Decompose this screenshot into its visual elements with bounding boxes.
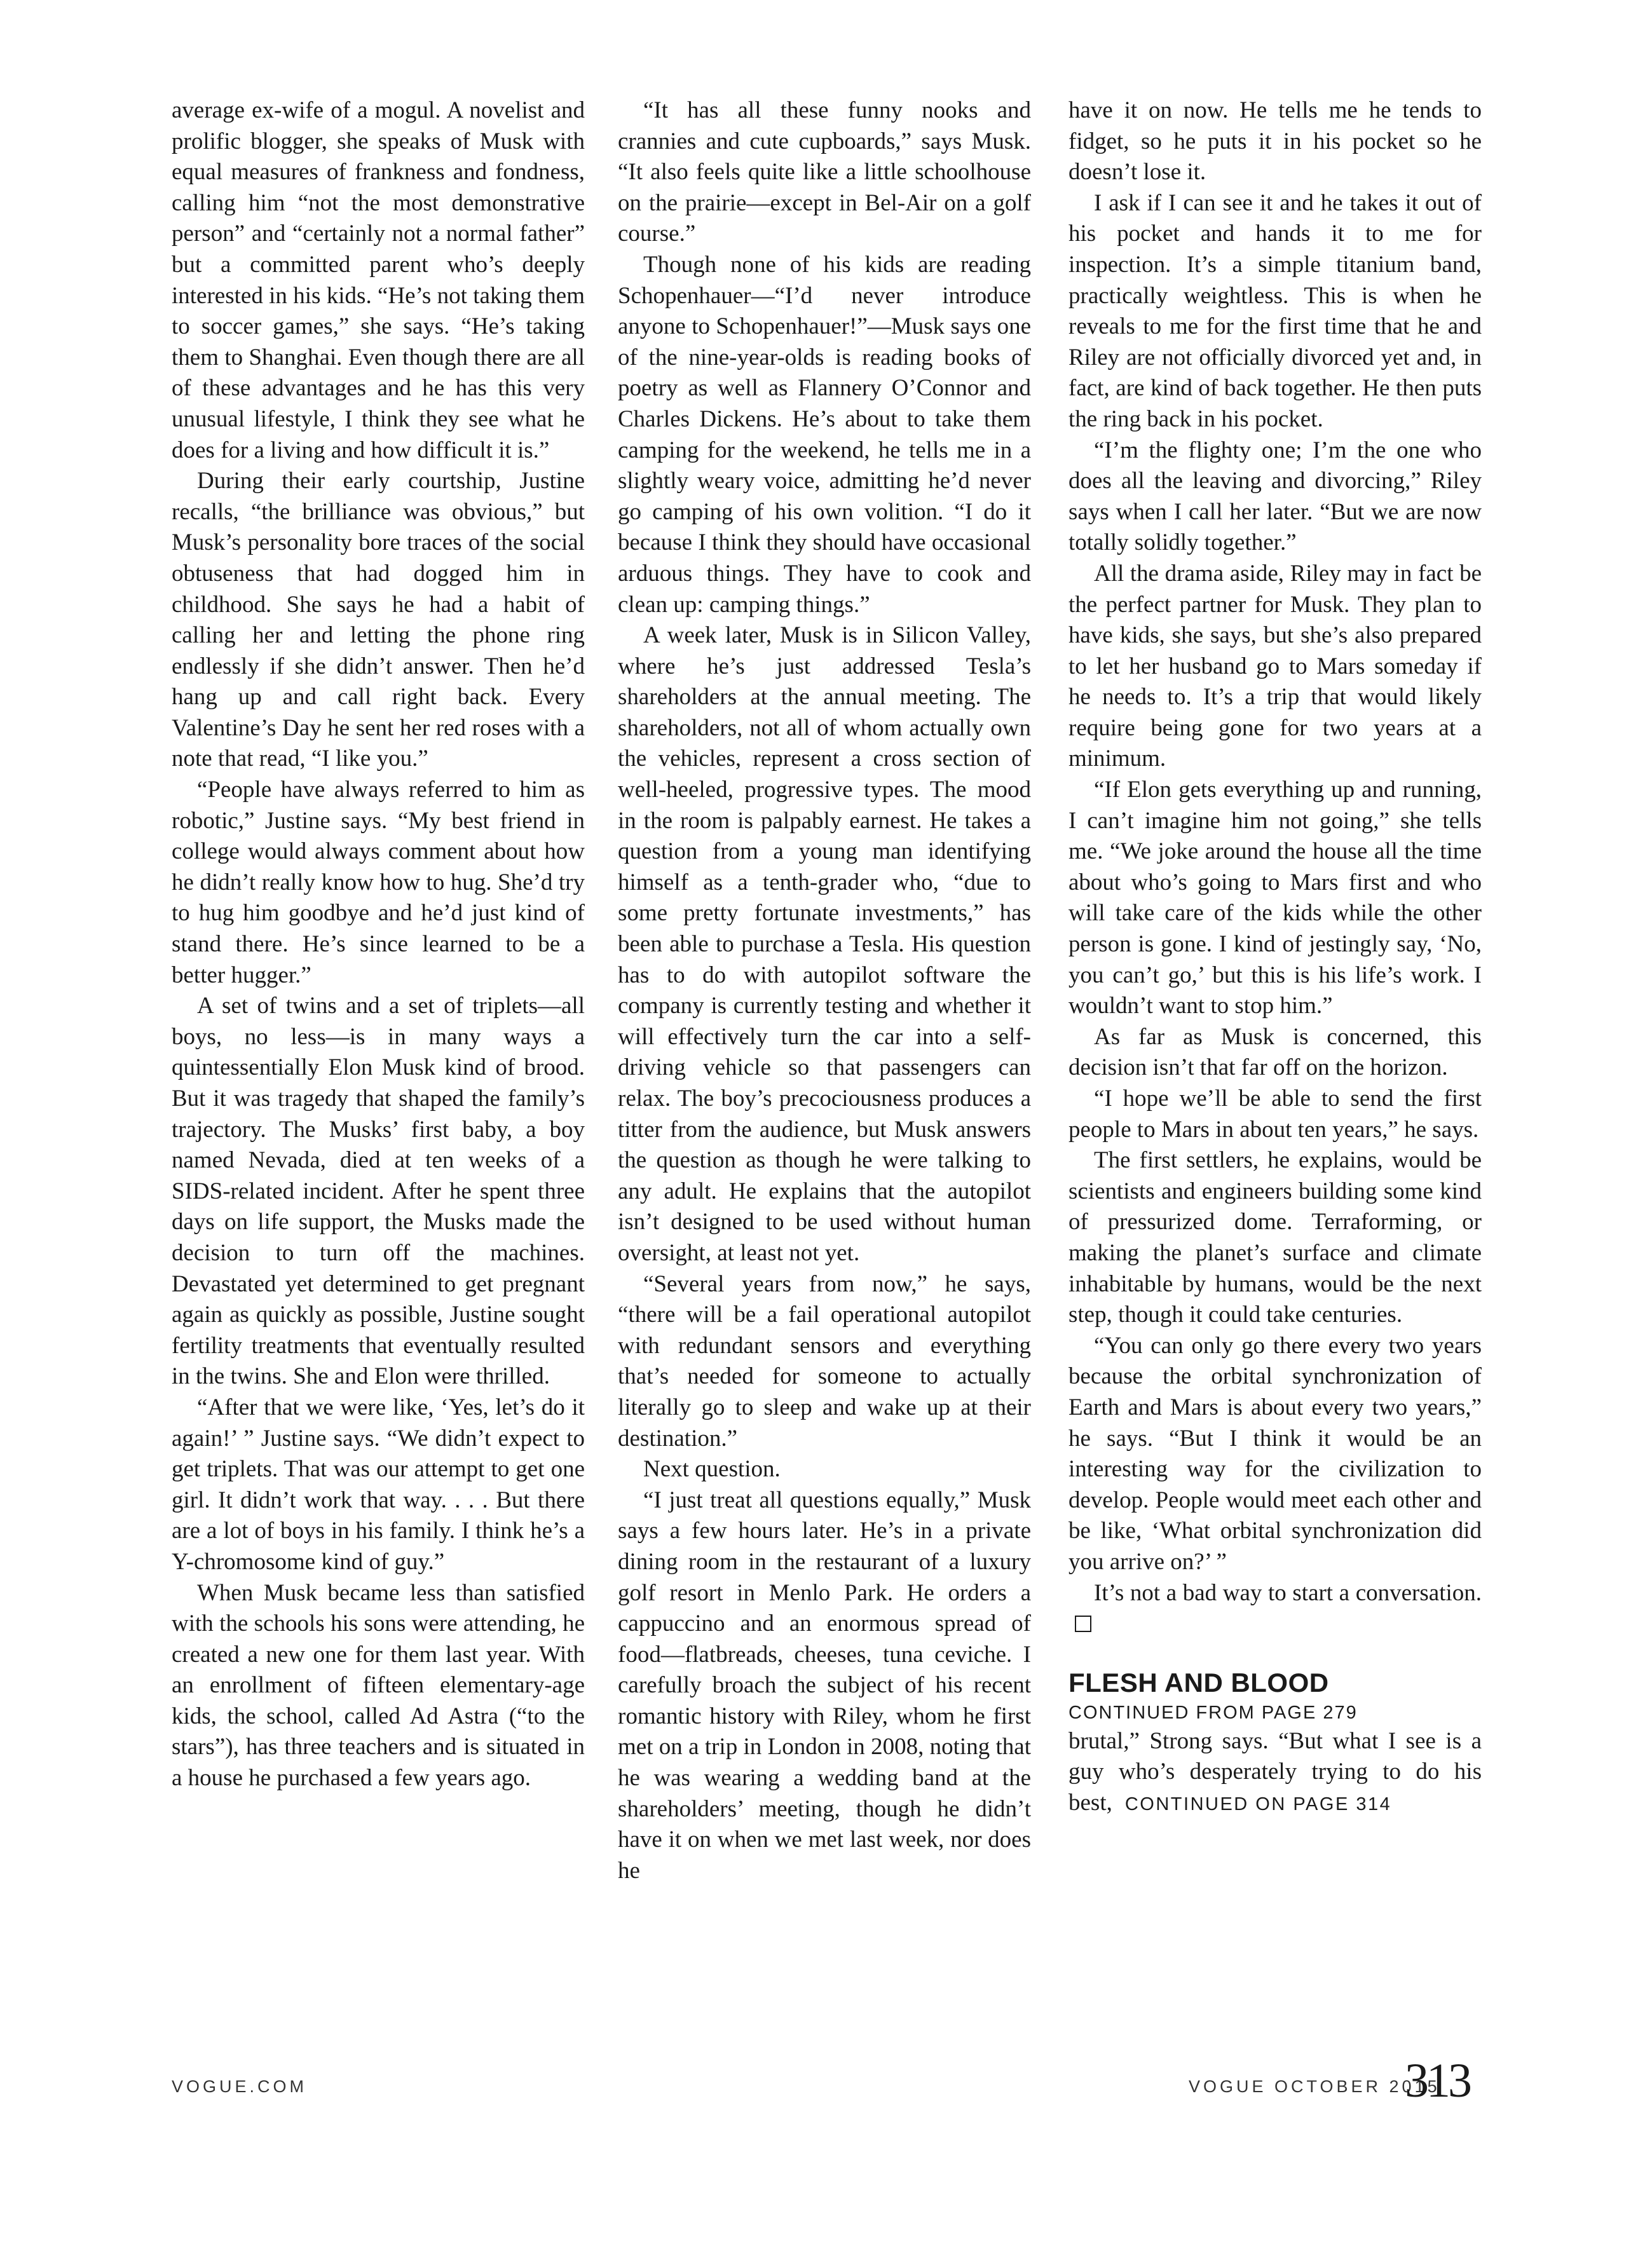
article-column-1 <box>172 95 585 1794</box>
final-paragraph-text: It’s not a bad way to start a conversation. <box>1094 1579 1482 1606</box>
flesh-and-blood-heading: FLESH AND BLOOD <box>1068 1667 1329 1698</box>
paragraph: As far as Musk is concerned, this decision isn’t that far off on the horizon. <box>1068 1023 1482 1081</box>
paragraph: “I hope we’ll be able to send the first people to Mars in about ten years,” he says. <box>1068 1086 1482 1143</box>
footer-issue: VOGUE OCTOBER 2015 <box>1189 2077 1440 2096</box>
paragraph: have it on now. He tells me he tends to fidget, so he puts it in his pocket so he doesn’t lose it. <box>1068 97 1482 186</box>
continued-from-label: CONTINUED FROM PAGE 279 <box>1068 1702 1358 1723</box>
continued-on-label: CONTINUED ON PAGE 314 <box>1124 1793 1392 1814</box>
paragraph: During their early courtship, Justine recalls, “the brilliance was obvious,” but Musk’s personality bore traces of the social obtuseness that had dogged him in childhood. She says he had a habit of calling her and letting the phone ring endlessly if she didn’t answer. Then he’d hang up and call right back. Every Valentine’s Day he sent her red roses with a note that read, “I like you.” <box>172 468 585 772</box>
paragraph: “You can only go there every two years because the orbital synchronization of Earth and Mars is about every two years,” he says. “But I think it would be an interesting way for the civilization to develop. People would meet each other and be like, ‘What orbital synchronization did you arrive on?’ ” <box>1068 1332 1482 1575</box>
paragraph: The first settlers, he explains, would be scientists and engineers building some kind of pressurized dome. Terraforming, or making the planet’s surface and climate inhabitable by humans, would be the next step, though it could take centuries. <box>1068 1147 1482 1328</box>
paragraph: I ask if I can see it and he takes it out of his pocket and hands it to me for inspection. It’s a simple titanium band, practically weightless. This is when he reveals to me for the first time that he and Riley are not officially divorced yet and, in fact, are kind of back together. He then puts the ring back in his pocket. <box>1068 189 1482 432</box>
paragraph: “After that we were like, ‘Yes, let’s do it again!’ ” Justine says. “We didn’t expect to get triplets. That was our attempt to get one girl. It didn’t work that way. . . . But there are a lot of boys in his family. I think he’s a Y-chromosome kind of guy.” <box>172 1394 585 1575</box>
paragraph: When Musk became less than satisfied with the schools his sons were attending, he created a new one for them last year. With an enrollment of fifteen elementary-age kids, the school, called Ad Astra (“to the stars”), has three teachers and is situated in a house he purchased a few years ago. <box>172 1579 585 1792</box>
paragraph-final <box>1068 1578 1482 1640</box>
page-number: 313 <box>1405 2054 1470 2107</box>
end-of-article-square-icon <box>1075 1616 1091 1632</box>
paragraph: Next question. <box>643 1456 781 1483</box>
paragraph: average ex-wife of a mogul. A novelist and prolific blogger, she speaks of Musk with equal measures of frankness and fondness, calling him “not the most demonstrative person” and “certainly not a normal father” but a committed parent who’s deeply interested in his kids. “He’s not taking them to soccer games,” she says. “He’s taking them to Shanghai. Even though there are all of these advantages and he has this very unusual lifestyle, I think they see what he does for a living and how difficult it is.” <box>172 97 585 463</box>
paragraph: “It has all these funny nooks and crannies and cute cupboards,” says Musk. “It also feels quite like a little schoolhouse on the prairie—except in Bel-Air on a golf course.” <box>618 97 1031 247</box>
flesh-and-blood-text <box>1068 1726 1482 1820</box>
paragraph: Though none of his kids are reading Schopenhauer—“I’d never introduce anyone to Schopenhauer!”—Musk says one of the nine-year-olds is reading books of poetry as well as Flannery O’Connor and Charles Dickens. He’s about to take them camping for the weekend, he tells me in a slightly weary voice, admitting he’d never go camping of his own volition. “I do it because I think they should have occasional arduous things. They have to cook and clean up: camping things.” <box>618 251 1031 618</box>
paragraph: “I’m the flighty one; I’m the one who does all the leaving and divorcing,” Riley says when I call her later. “But we are now totally solidly together.” <box>1068 437 1482 556</box>
paragraph: All the drama aside, Riley may in fact be the perfect partner for Musk. They plan to have kids, she says, but she’s also prepared to let her husband go to Mars someday if he needs to. It’s a trip that would likely require being gone for two years at a minimum. <box>1068 560 1482 772</box>
article-column-3 <box>1068 95 1482 1820</box>
paragraph: “Several years from now,” he says, “there will be a fail operational autopilot with redundant sensors and everything that’s needed for someone to actually literally go to sleep and wake up at their destination.” <box>618 1270 1031 1452</box>
flesh-and-blood-body: brutal,” Strong says. “But what I see is a guy who’s desperately trying to do his best, <box>1068 1727 1482 1816</box>
paragraph: A week later, Musk is in Silicon Valley, where he’s just addressed Tesla’s shareholders at the annual meeting. The shareholders, not all of whom actually own the vehicles, represent a cross section of well-heeled, progressive types. The mood in the room is palpably earnest. He takes a question from a young man identifying himself as a tenth-grader who, “due to some pretty fortunate investments,” has been able to purchase a Tesla. His question has to do with autopilot software the company is currently testing and whether it will effectively turn the car into a self-driving vehicle so that passengers can relax. The boy’s precociousness produces a titter from the audience, but Musk answers the question as though he were talking to any adult. He explains that the autopilot isn’t designed to be used without human oversight, at least not yet. <box>618 622 1031 1266</box>
footer-website: VOGUE.COM <box>172 2077 308 2096</box>
article-column-2 <box>618 95 1031 1886</box>
paragraph: A set of twins and a set of triplets—all boys, no less—is in many ways a quintessentially Elon Musk kind of brood. But it was tragedy that shaped the family’s trajectory. The Musks’ first baby, a boy named Nevada, died at ten weeks of a SIDS-related incident. After he spent three days on life support, the Musks made the decision to turn off the machines. Devastated yet determined to get pregnant again as quickly as possible, Justine sought fertility treatments that eventually resulted in the twins. She and Elon were thrilled. <box>172 993 585 1390</box>
paragraph: “If Elon gets everything up and running, I can’t imagine him not going,” she tells me. “We joke around the house all the time about who’s going to Mars first and who will take care of the kids while the other person is gone. I kind of jestingly say, ‘No, you can’t go,’ but this is his life’s work. I wouldn’t want to stop him.” <box>1068 777 1482 1019</box>
paragraph: “People have always referred to him as robotic,” Justine says. “My best friend in college would always comment about how he didn’t really know how to hug. She’d try to hug him goodbye and he’d just kind of stand there. He’s since learned to be a better hugger.” <box>172 777 585 988</box>
paragraph: “I just treat all questions equally,” Musk says a few hours later. He’s in a private dining room in the restaurant of a luxury golf resort in Menlo Park. He orders a cappuccino and an enormous spread of food—flatbreads, cheeses, tuna ceviche. I carefully broach the subject of his recent romantic history with Riley, whom he first met on a trip in London in 2008, noting that he was wearing a wedding band at the shareholders’ meeting, though he didn’t have it on when we met last week, nor does he <box>618 1487 1031 1884</box>
